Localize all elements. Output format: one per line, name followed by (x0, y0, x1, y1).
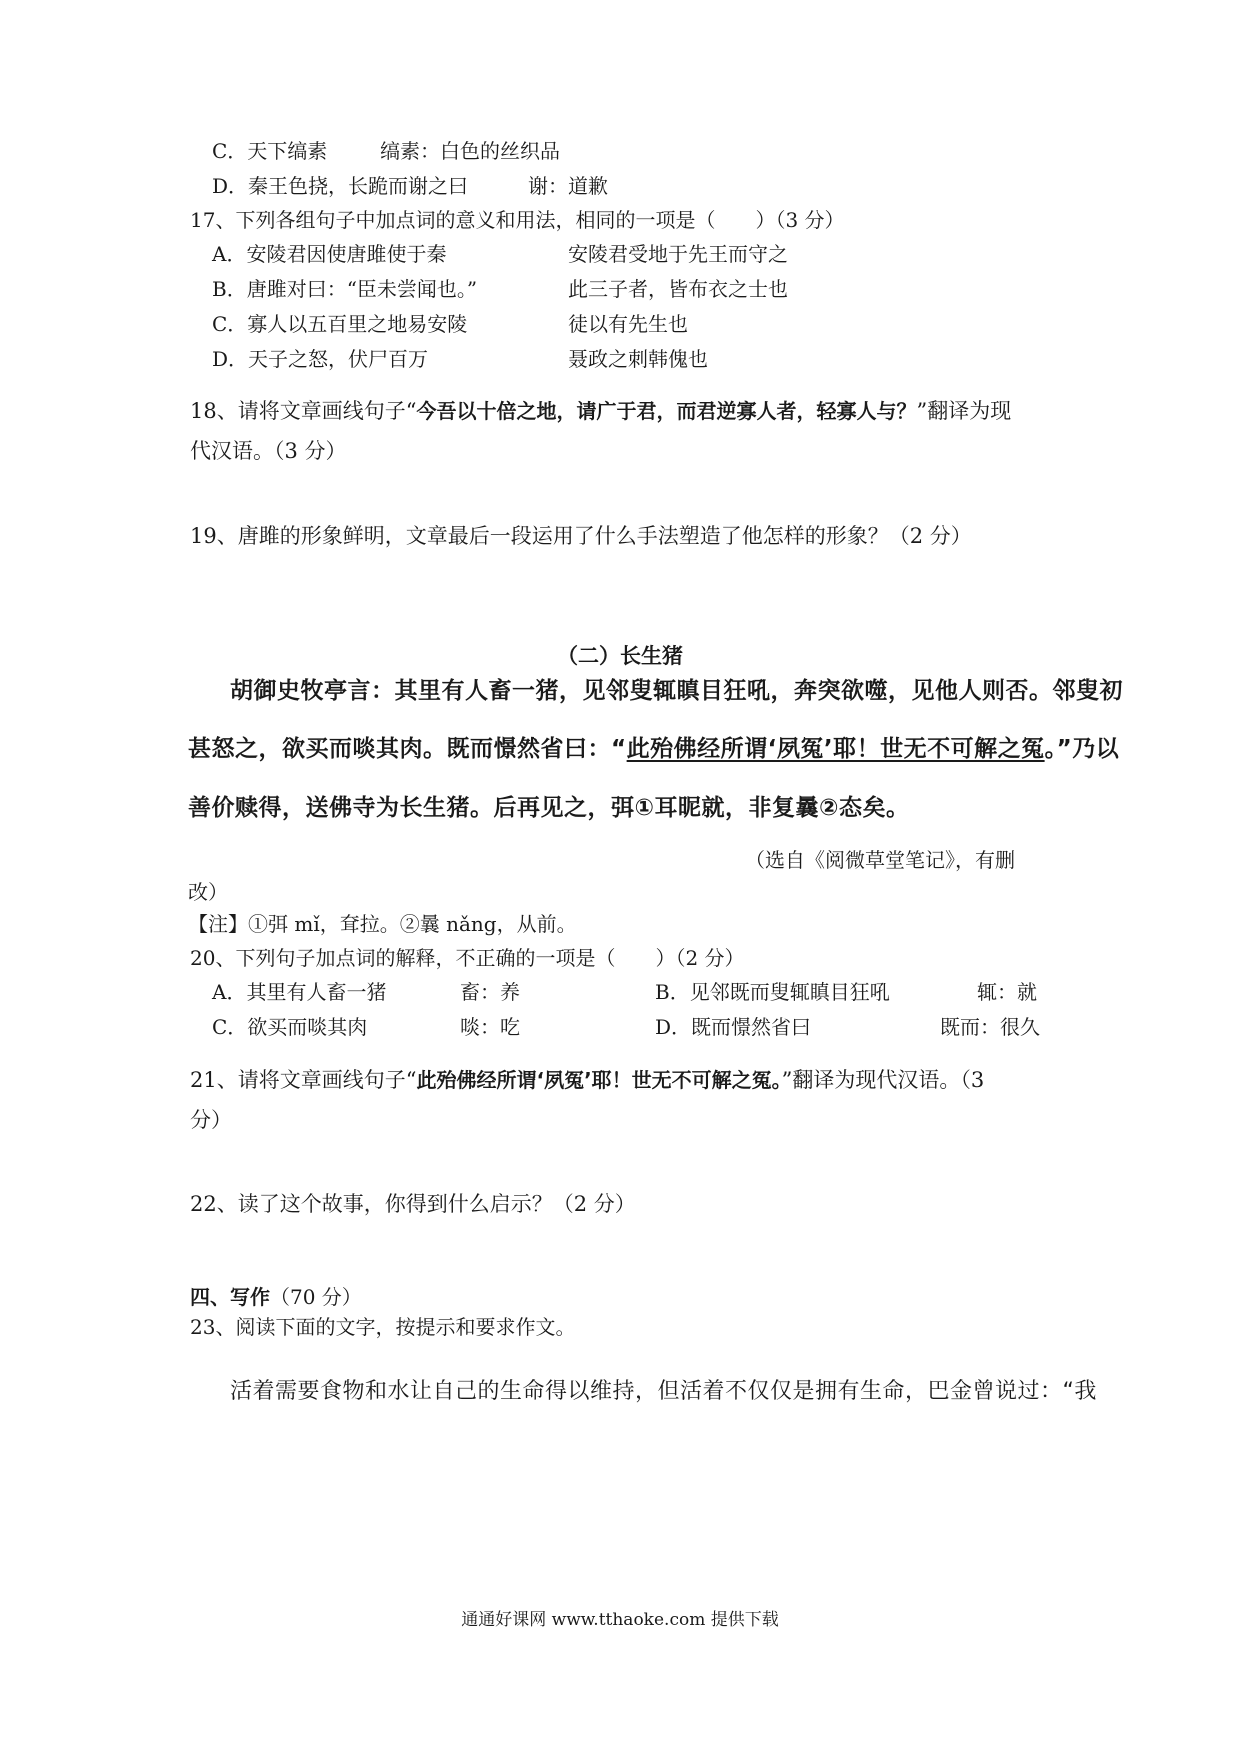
passage-title: （二）长生猪 (557, 643, 683, 668)
q20-option-a-left: A．其里有人畜一猪 (212, 980, 387, 1004)
q20-option-b-left: B．见邻既而叟辄瞋目狂吼 (655, 980, 890, 1004)
passage-line2-post: 。”乃以 (1044, 736, 1120, 762)
q23-stem: 23、阅读下面的文字，按提示和要求作文。 (190, 1315, 576, 1339)
q17-option-c-right: 徒以有先生也 (568, 312, 688, 336)
q16-option-d-explain: 谢：道歉 (528, 174, 608, 198)
page-footer: 通通好课网 www.tthaoke.com 提供下载 (461, 1610, 779, 1630)
q17-option-a-right: 安陵君受地于先王而守之 (568, 242, 788, 266)
q16-option-c-text: C．天下缟素 (212, 139, 328, 163)
q18-suffix: ”翻译为现 (916, 399, 1012, 423)
q18-line1 (190, 397, 1011, 425)
q20-option-b-right: 辄：就 (977, 980, 1037, 1004)
q18-line2: 代汉语。（3 分） (190, 439, 347, 463)
q21-line2: 分） (190, 1108, 232, 1132)
passage-line3: 善价赎得，送佛寺为长生猪。后再见之，弭①耳昵就，非复曩②态矣。 (188, 795, 910, 821)
passage-source-cont: 改） (188, 880, 228, 904)
q20-stem: 20、下列句子加点词的解释，不正确的一项是（ ）（2 分） (190, 946, 745, 970)
q21-prefix: 21、请将文章画线句子“ (190, 1068, 417, 1092)
q20-option-d-left: D．既而憬然省曰 (655, 1015, 812, 1039)
q19-text: 19、唐雎的形象鲜明，文章最后一段运用了什么手法塑造了他怎样的形象？（2 分） (190, 524, 972, 548)
q17-option-b-right: 此三子者，皆布衣之士也 (568, 277, 788, 301)
passage-underlined-sentence: 此殆佛经所谓‘夙冤’耶！世无不可解之冤 (626, 736, 1045, 762)
q17-option-b-left: B．唐雎对曰：“臣未尝闻也。” (212, 277, 478, 301)
q20-option-d-right: 既而：很久 (940, 1015, 1040, 1039)
q17-option-c-left: C．寡人以五百里之地易安陵 (212, 312, 468, 336)
q20-option-c-left: C．欲买而啖其肉 (212, 1015, 368, 1039)
q20-option-a-right: 畜：养 (460, 980, 520, 1004)
passage-line1: 胡御史牧亭言：其里有人畜一猪，见邻叟辄瞋目狂吼，奔突欲噬，见他人则否。邻叟初 (230, 678, 1123, 704)
q17-option-d-left: D．天子之怒，伏尸百万 (212, 347, 429, 371)
q16-option-d: D．秦王色挠，长跪而谢之曰 (212, 174, 469, 198)
q17-option-a-left: A．安陵君因使唐雎使于秦 (212, 242, 447, 266)
q16-option-c-explain: 缟素：白色的丝织品 (380, 139, 560, 163)
q23-material-line1: 活着需要食物和水让自己的生命得以维持，但活着不仅仅是拥有生命，巴金曾说过：“我 (230, 1379, 1097, 1404)
q17-option-d-right: 聂政之刺韩傀也 (568, 347, 708, 371)
passage-line2-pre: 甚怒之，欲买而啖其肉。既而憬然省曰：“ (188, 736, 627, 762)
q17-stem: 17、下列各组句子中加点词的意义和用法，相同的一项是（ ）（3 分） (190, 208, 845, 232)
q21-suffix: ”翻译为现代汉语。（3 (781, 1068, 985, 1092)
q18-prefix: 18、请将文章画线句子“ (190, 399, 417, 423)
q18-quote: 今吾以十倍之地，请广于君，而君逆寡人者，轻寡人与？ (416, 399, 917, 423)
q22-text: 22、读了这个故事，你得到什么启示？（2 分） (190, 1192, 636, 1216)
q21-quote: 此殆佛经所谓‘夙冤’耶！世无不可解之冤。 (416, 1068, 782, 1092)
passage-note: 【注】①弭 mǐ，耷拉。②曩 nǎng，从前。 (188, 912, 577, 936)
section4-heading (190, 1283, 362, 1311)
q16-option-c (212, 137, 327, 165)
passage-line2 (188, 733, 1119, 765)
q20-option-c-right: 啖：吃 (460, 1015, 520, 1039)
section4-title: 四、写作 (190, 1285, 270, 1309)
q21-line1 (190, 1066, 984, 1094)
passage-source: （选自《阅微草堂笔记》，有删 (745, 848, 1015, 872)
section4-score: （70 分） (270, 1285, 362, 1309)
